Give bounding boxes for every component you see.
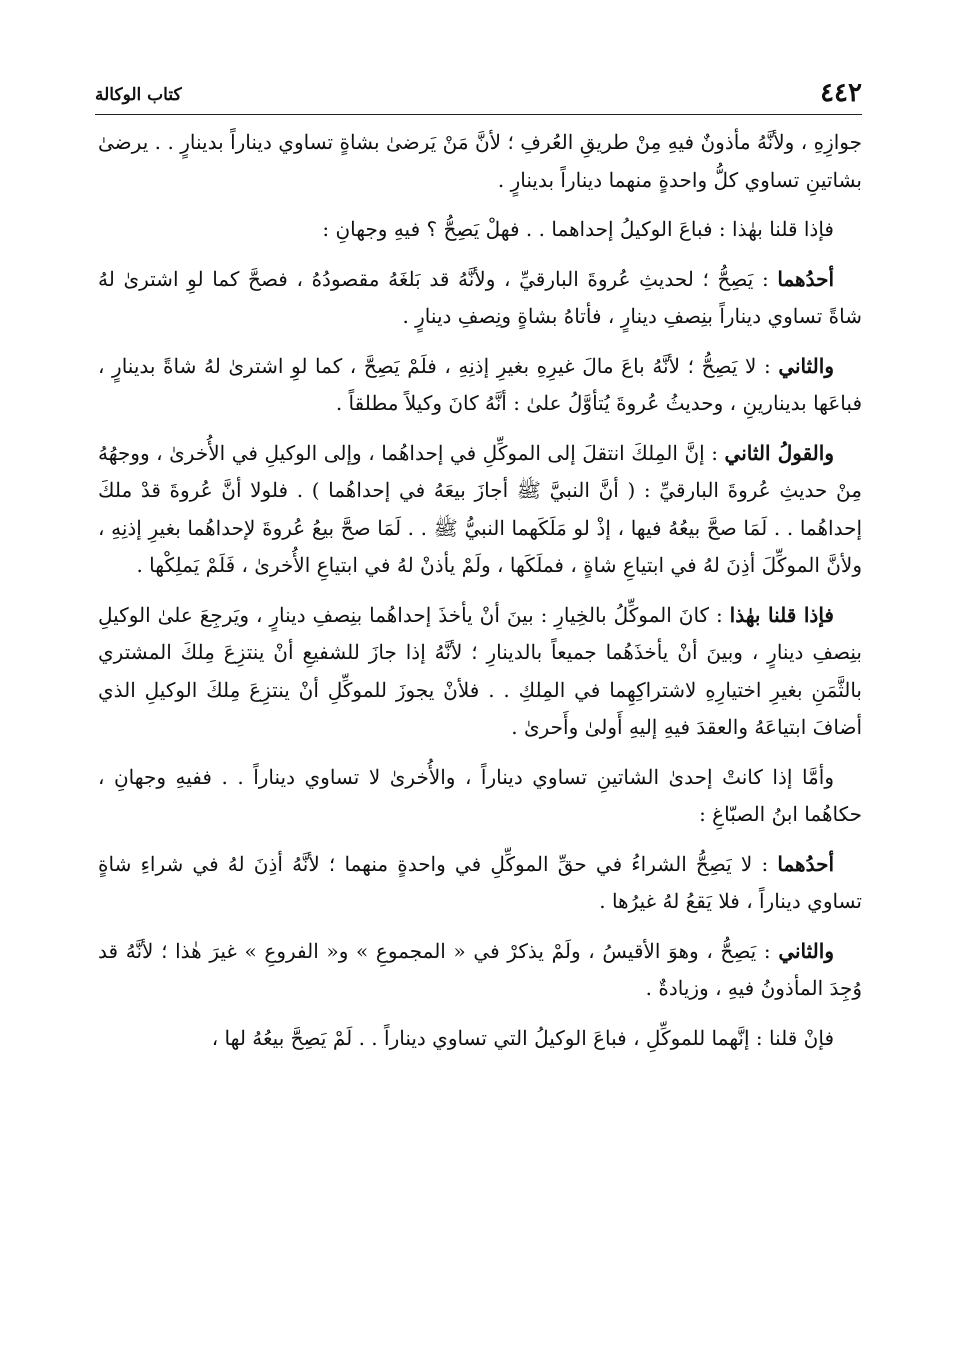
paragraph-3 bbox=[98, 261, 862, 336]
paragraph-text: فإنْ قلنا : إنَّهما للموكِّلِ ، فباعَ الوكيلُ التي تساوي ديناراً . . لَمْ يَصِحَّ بيعُهُ لها ، bbox=[211, 1025, 834, 1050]
paragraph-text: وأمَّا إذا كانتْ إحدىٰ الشاتينِ تساوي ديناراً ، والأُخرىٰ لا تساوي ديناراً . . ففيهِ وجهانِ ، حكاهُما ابنُ الصبّاغِ : bbox=[98, 764, 862, 826]
body-text bbox=[98, 124, 862, 1069]
paragraph-text: : يَصِحُّ ، وهوَ الأقيسُ ، ولَمْ يذكرْ في « المجموعِ » و« الفروعِ » غيرَ هٰذا ؛ لأنَّهُ قد وُجِدَ المأذونُ فيهِ ، وزيادةٌ . bbox=[98, 938, 862, 1000]
page-number: ٤٤٢ bbox=[820, 78, 862, 108]
lead-term: والثاني bbox=[778, 938, 834, 963]
paragraph-text: : لا يَصِحُّ الشراءُ في حقِّ الموكِّلِ في واحدةٍ منهما ؛ لأنَّهُ أذِنَ لهُ في شراءِ شاةٍ تساوي ديناراً ، فلا يَقعُ لهُ غيرُها . bbox=[98, 851, 862, 913]
lead-term: والقولُ الثاني bbox=[724, 440, 834, 465]
paragraph-text: : يَصِحُّ ؛ لحديثِ عُروةَ البارقيِّ ، ولأنَّهُ قد بَلغَهُ مقصودُهُ ، فصحَّ كما لوِ اشترىٰ لهُ شاةً تساوي ديناراً بنِصفِ دينارٍ ، فأتاهُ بشاةٍ ونِصفِ دينارٍ . bbox=[98, 266, 862, 328]
paragraph-1 bbox=[98, 124, 862, 199]
paragraph-7 bbox=[98, 759, 862, 834]
paragraph-8 bbox=[98, 846, 862, 921]
paragraph-9 bbox=[98, 933, 862, 1008]
paragraph-2 bbox=[98, 211, 862, 249]
paragraph-10 bbox=[98, 1020, 862, 1058]
lead-term: فإذا قلنا بهٰذا bbox=[729, 602, 834, 627]
paragraph-6 bbox=[98, 597, 862, 747]
paragraph-text: : كانَ الموكِّلُ بالخِيارِ : بينَ أنْ يأخذَ إحداهُما بنِصفِ دينارٍ ، ويَرجِعَ علىٰ الوكيلِ بنِصفِ دينارٍ ، وبينَ أنْ يأخذَهُما جميعاً بالدينارِ ؛ لأنَّهُ إذا جازَ للشفيعِ أنْ ينتزِعَ مِلكَ المشتري بالثَّمَنِ بغيرِ اختيارِهِ لاشتراكِهِما في المِلكِ . . فلأنْ يجوزَ للموكِّلِ أنْ ينتزِعَ مِلكَ الوكيلِ الذي أضافَ ابتياعَهُ والعقدَ فيهِ إليهِ أَولىٰ وأَحرىٰ . bbox=[98, 602, 862, 739]
lead-term: أحدُهما bbox=[777, 851, 834, 876]
paragraph-text: فإذا قلنا بهٰذا : فباعَ الوكيلُ إحداهما . . فهلْ يَصِحُّ ؟ فيهِ وجهانِ : bbox=[322, 217, 834, 241]
paragraph-text: جوازِهِ ، ولأنَّهُ مأذونٌ فيهِ مِنْ طريقِ العُرفِ ؛ لأنَّ مَنْ يَرضىٰ بشاةٍ تساوي ديناراً بدينارٍ . . يرضىٰ بشاتينِ تساوي كلُّ واحدةٍ منهما ديناراً بدينارٍ . bbox=[98, 130, 862, 192]
paragraph-5 bbox=[98, 435, 862, 585]
running-title: كتاب الوكالة bbox=[95, 85, 182, 105]
paragraph-4 bbox=[98, 348, 862, 423]
paragraph-text: : إنَّ المِلكَ انتقلَ إلى الموكِّلِ في إحداهُما ، وإلى الوكيلِ في الأُخرىٰ ، ووجهُهُ مِنْ حديثِ عُروةَ البارقيِّ : ( أنَّ النبيَّ ﷺ أجازَ بيعَهُ في إحداهُما ) . فلولا أنَّ عُروةَ قدْ ملكَ إحداهُما . . لَمَا صحَّ بيعُهُ فيها ، إذْ لو مَلَكَهما النبيُّ ﷺ . . لَمَا صحَّ بيعُ عُروةَ لإحداهُما بغيرِ إذنِهِ ، ولأنَّ الموكِّلَ أذِنَ لهُ في ابتياعِ شاةٍ ، فملَكَها ، ولَمْ يأذنْ لهُ في ابتياعِ الأُخرىٰ ، فَلَمْ يَملِكْها . bbox=[98, 440, 862, 577]
paragraph-text: : لا يَصِحُّ ؛ لأنَّهُ باعَ مالَ غيرِهِ بغيرِ إذنِهِ ، فلَمْ يَصِحَّ ، كما لوِ اشترىٰ لهُ شاةً بدينارٍ ، فباعَها بدينارينِ ، وحديثُ عُروةَ يُتأوَّلُ علىٰ : أنَّهُ كانَ وكيلاً مطلقاً . bbox=[98, 353, 862, 415]
lead-term: والثاني bbox=[778, 353, 834, 378]
lead-term: أحدُهما bbox=[777, 266, 834, 291]
page-header bbox=[95, 78, 862, 115]
